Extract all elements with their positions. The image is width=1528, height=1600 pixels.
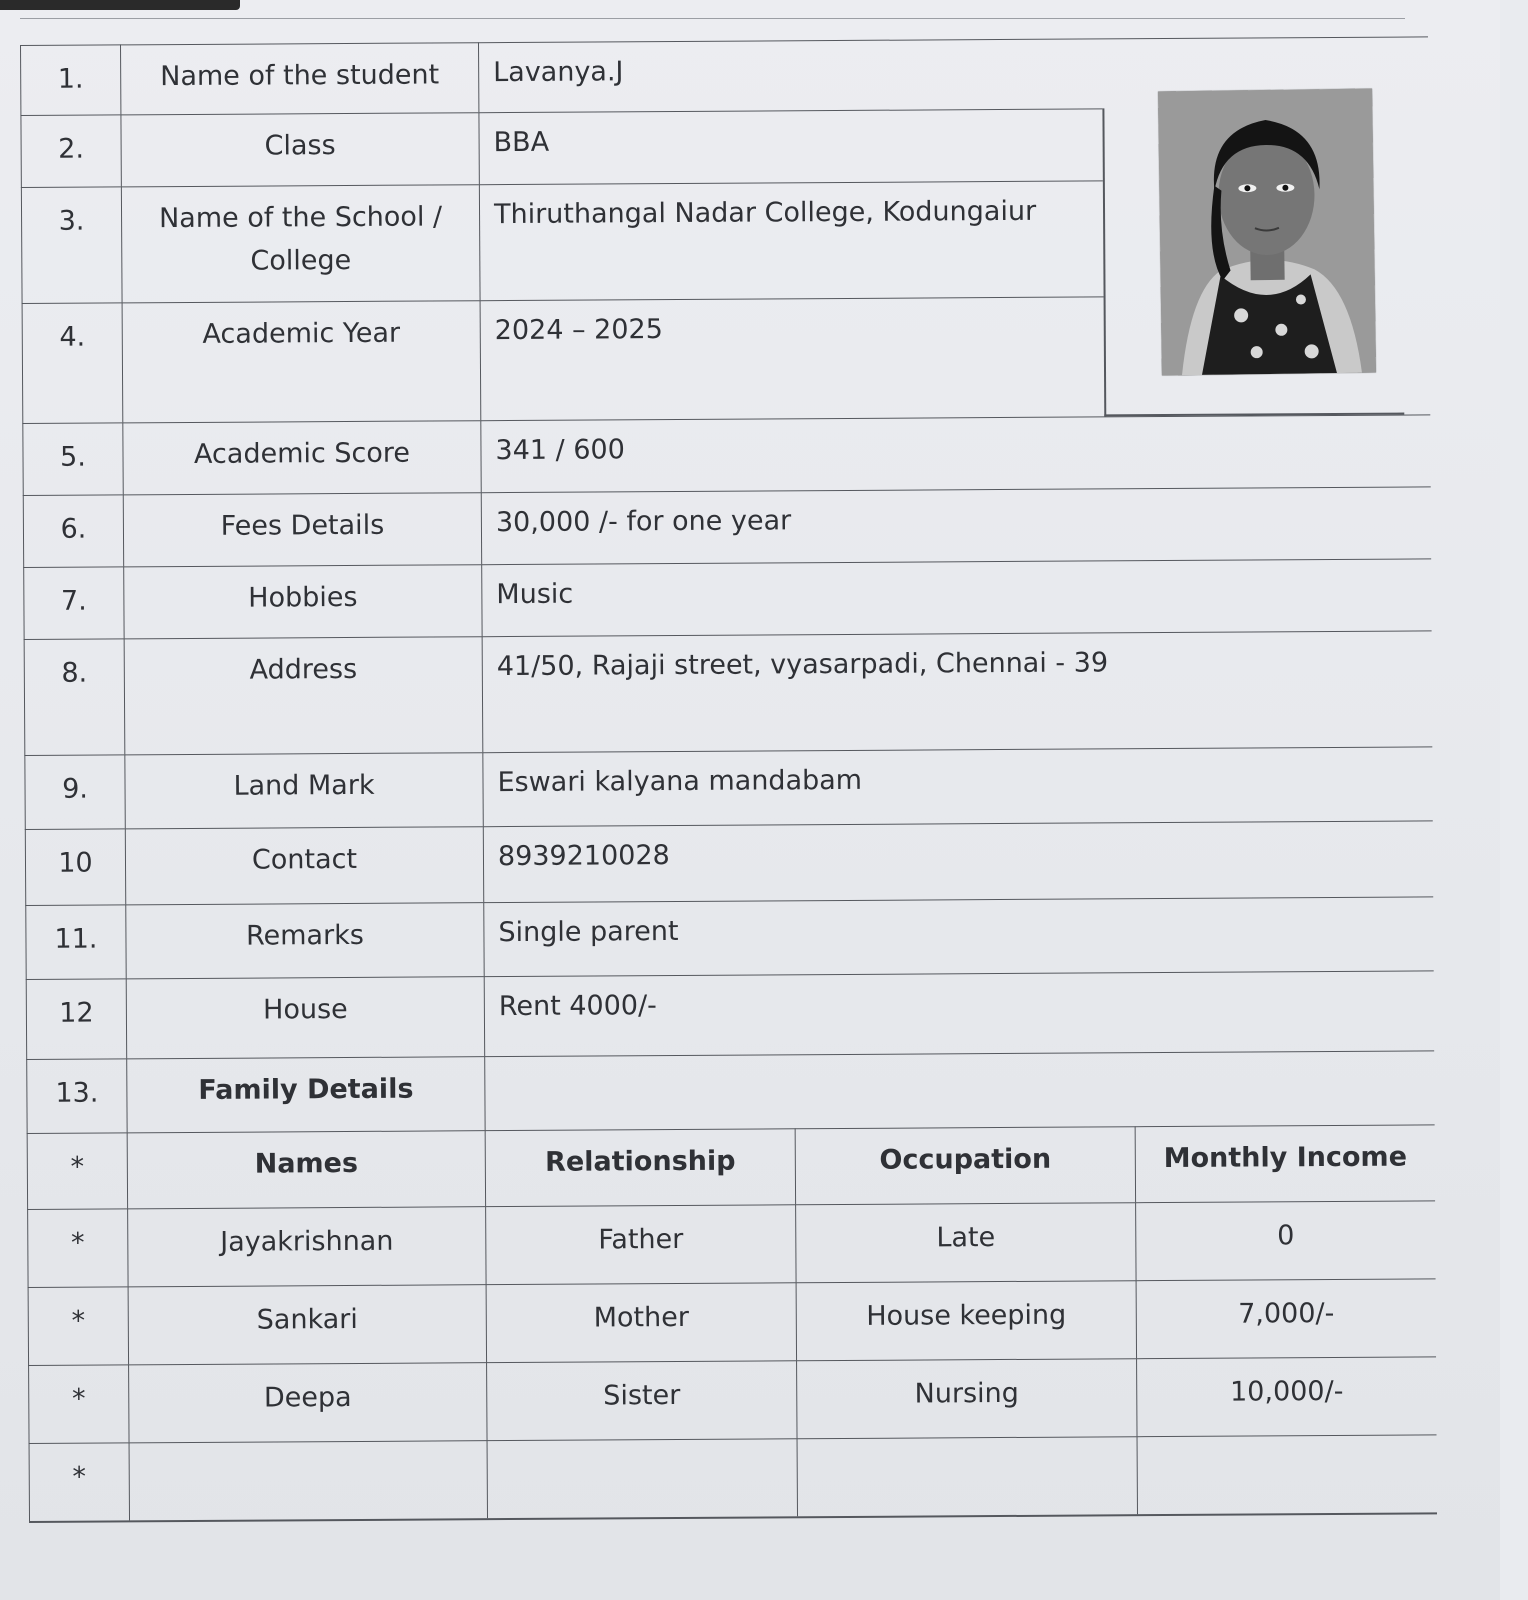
value-house: Rent 4000/- — [484, 970, 1434, 1056]
value-class: BBA — [478, 108, 1102, 184]
family-occupation: House keeping — [796, 1280, 1136, 1360]
family-name: Deepa — [128, 1362, 486, 1442]
corner-photo-fragment — [0, 0, 240, 10]
label-academic-score: Academic Score — [122, 420, 480, 494]
header-names: Names — [127, 1130, 485, 1208]
top-rule — [20, 18, 1405, 19]
label-house: House — [126, 976, 484, 1058]
family-occupation: Late — [795, 1202, 1135, 1282]
family-name: Jayakrishnan — [127, 1206, 485, 1286]
label-hobbies: Hobbies — [123, 564, 481, 638]
row-number: 5. — [22, 422, 122, 495]
value-land-mark: Eswari kalyana mandabam — [482, 746, 1432, 826]
value-student-name: Lavanya.J — [478, 36, 1428, 112]
family-name — [129, 1440, 487, 1520]
student-photo — [1158, 89, 1376, 376]
label-student-name: Name of the student — [120, 42, 478, 114]
label-class: Class — [120, 112, 478, 186]
bullet: * — [29, 1442, 129, 1521]
row-number: 6. — [23, 494, 123, 567]
label-address: Address — [124, 636, 483, 754]
family-relationship: Sister — [486, 1360, 796, 1440]
family-occupation — [797, 1436, 1137, 1516]
value-contact: 8939210028 — [483, 820, 1433, 902]
header-occupation: Occupation — [795, 1126, 1135, 1204]
row-number: 1. — [20, 44, 120, 115]
family-occupation: Nursing — [796, 1358, 1136, 1438]
row-number: 13. — [26, 1058, 126, 1133]
label-fees-details: Fees Details — [123, 492, 481, 566]
row-number: 4. — [22, 302, 123, 423]
label-academic-year: Academic Year — [122, 300, 481, 422]
value-remarks: Single parent — [483, 896, 1433, 976]
value-school-college: Thiruthangal Nadar College, Kodungaiur — [479, 180, 1104, 300]
value-academic-year: 2024 – 2025 — [480, 296, 1105, 420]
family-name: Sankari — [128, 1284, 486, 1364]
bullet: * — [28, 1286, 128, 1365]
family-income: 0 — [1135, 1200, 1435, 1280]
family-income — [1137, 1434, 1437, 1514]
row-number: 2. — [20, 114, 120, 187]
bullet: * — [27, 1132, 127, 1209]
row-number: 8. — [24, 638, 125, 755]
label-family-details: Family Details — [126, 1056, 484, 1132]
row-number: 12 — [26, 978, 126, 1059]
family-relationship: Mother — [486, 1282, 796, 1362]
family-income: 10,000/- — [1136, 1356, 1436, 1436]
value-fees-details: 30,000 /- for one year — [481, 486, 1431, 564]
row-number: 11. — [25, 904, 125, 979]
bullet: * — [27, 1208, 127, 1287]
label-remarks: Remarks — [125, 902, 483, 978]
row-number: 10 — [25, 828, 125, 905]
value-academic-score: 341 / 600 — [480, 414, 1430, 492]
value-hobbies: Music — [481, 558, 1431, 636]
header-monthly-income: Monthly Income — [1135, 1124, 1435, 1202]
family-income: 7,000/- — [1136, 1278, 1436, 1358]
label-land-mark: Land Mark — [124, 752, 482, 828]
header-relationship: Relationship — [485, 1128, 795, 1206]
row-number: 9. — [24, 754, 124, 829]
value-family-details — [484, 1050, 1434, 1130]
row-number: 7. — [23, 566, 123, 639]
family-relationship — [487, 1438, 797, 1518]
bullet: * — [28, 1364, 128, 1443]
value-address: 41/50, Rajaji street, vyasarpadi, Chennai - 39 — [482, 630, 1433, 752]
family-relationship: Father — [485, 1204, 795, 1284]
label-school-college: Name of the School / College — [121, 184, 480, 302]
label-contact: Contact — [125, 826, 483, 904]
row-number: 3. — [21, 186, 122, 303]
